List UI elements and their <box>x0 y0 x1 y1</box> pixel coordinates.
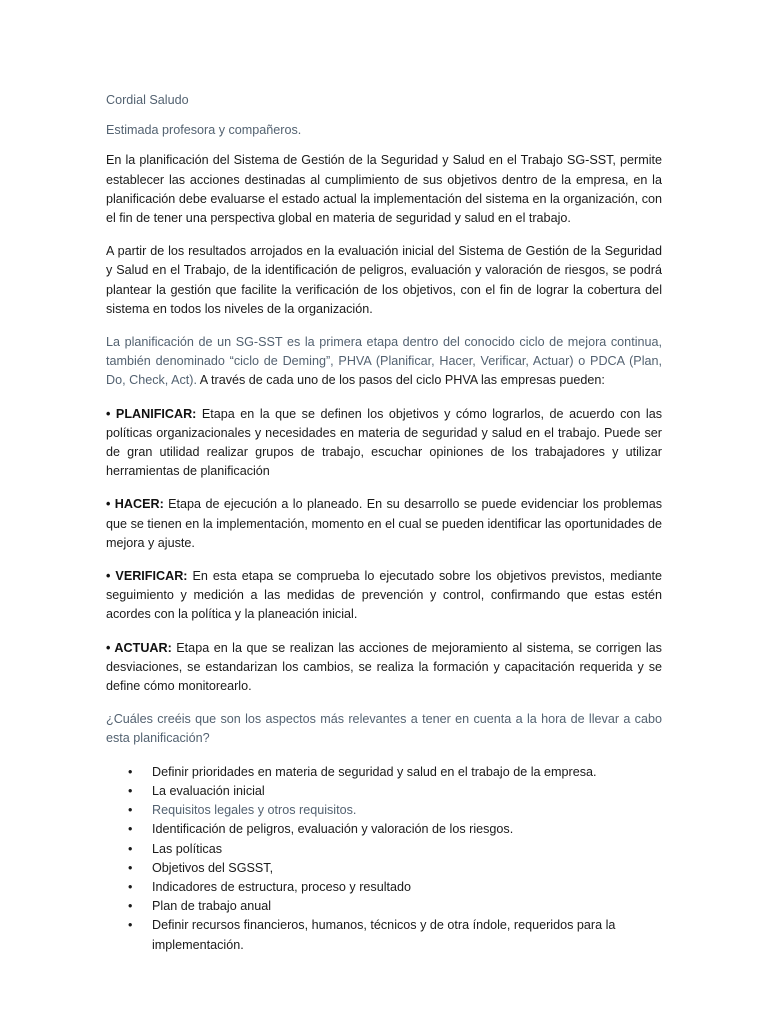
list-item <box>128 897 662 916</box>
list-item <box>128 801 662 820</box>
list-item <box>128 840 662 859</box>
bullet-icon: • <box>128 764 133 779</box>
phase-text: Etapa de ejecución a lo planeado. En su desarrollo se puede evidenciar los problemas que se tienen en la implementación, momento en el cual se pueden identificar las oportunidades de mejora y ajuste. <box>106 497 662 550</box>
phase-label: • ACTUAR: <box>106 640 172 655</box>
list-item-text: Definir recursos financieros, humanos, técnicos y de otra índole, requeridos para la implementación. <box>152 918 616 952</box>
list-item-text: La evaluación inicial <box>152 783 265 798</box>
phase-label: • HACER: <box>106 497 164 512</box>
list-item <box>128 763 662 782</box>
phase-hacer <box>106 495 662 553</box>
list-item <box>128 878 662 897</box>
list-item-text: Identificación de peligros, evaluación y valoración de los riesgos. <box>152 822 514 837</box>
phase-label: • VERIFICAR: <box>106 569 188 584</box>
phase-label: • PLANIFICAR: <box>106 406 197 421</box>
list-item-text: Las políticas <box>152 841 223 856</box>
bullet-icon: • <box>128 841 133 856</box>
list-item-text: Definir prioridades en materia de seguridad y salud en el trabajo de la empresa. <box>152 764 597 779</box>
paragraph-planning-intro: En la planificación del Sistema de Gestión de la Seguridad y Salud en el Trabajo SG-SST, permite establecer las acciones destinadas al cumplimiento de sus objetivos dentro de la empresa, en la planificación debe evaluarse el estado actual la implementación del sistema en la organización, con el fin de tener una perspectiva global en materia de seguridad y salud en el trabajo. <box>106 153 662 226</box>
list-item-text: Indicadores de estructura, proceso y resultado <box>152 879 412 894</box>
greeting: Cordial Saludo <box>106 93 189 107</box>
list-item <box>128 859 662 878</box>
bullet-icon: • <box>128 899 133 914</box>
paragraph-initial-evaluation: A partir de los resultados arrojados en la evaluación inicial del Sistema de Gestión de la Seguridad y Salud en el Trabajo, de la identificación de peligros, evaluación y valoración de riesgos, se podrá plantear la gestión que facilite la verificación de los objetivos, con el fin de lograr la cobertura del sistema en todos los niveles de la organización. <box>106 244 662 316</box>
list-item-text: Requisitos legales y otros requisitos. <box>152 803 357 818</box>
list-item-text: Objetivos del SGSST, <box>152 860 274 875</box>
phase-text: En esta etapa se comprueba lo ejecutado sobre los objetivos previstos, mediante seguimiento y medición a las medidas de prevención y control, confirmando que estas estén acordes con la política y la planeación inicial. <box>106 569 662 622</box>
phase-planificar <box>106 405 662 482</box>
phase-text: Etapa en la que se definen los objetivos y cómo lograrlos, de acuerdo con las políticas organizacionales y necesidades en materia de seguridad y salud en el trabajo. Puede ser de gran utilidad realizar grupos de trabajo, escuchar opiniones de los trabajadores y utilizar herramientas de planificación <box>106 406 663 479</box>
phva-cycle-lead-in: A través de cada uno de los pasos del ciclo PHVA las empresas pueden: <box>197 373 605 388</box>
list-item-text: Plan de trabajo anual <box>152 899 272 914</box>
list-item <box>128 916 662 954</box>
phase-verificar <box>106 567 662 625</box>
phva-cycle-description: La planificación de un SG-SST es la primera etapa dentro del conocido ciclo de mejora continua, también denominado “ciclo de Deming”, PHVA (Planificar, Hacer, Verificar, Actuar) o PDCA (Plan, Do, Check, Act). <box>106 335 662 388</box>
bullet-icon: • <box>128 803 133 818</box>
list-item <box>128 820 662 839</box>
bullet-icon: • <box>128 879 133 894</box>
paragraph-phva-cycle <box>106 333 662 391</box>
bullet-icon: • <box>128 860 133 875</box>
bullet-icon: • <box>128 918 133 933</box>
bullet-icon: • <box>128 822 133 837</box>
bullet-icon: • <box>128 783 133 798</box>
aspects-list <box>106 763 662 955</box>
question-heading: ¿Cuáles creéis que son los aspectos más relevantes a tener en cuenta a la hora de llevar a cabo esta planificación? <box>106 712 662 746</box>
phase-actuar <box>106 639 662 697</box>
list-item <box>128 782 662 801</box>
phase-text: Etapa en la que se realizan las acciones de mejoramiento al sistema, se corrigen las desviaciones, se estandarizan los cambios, se realiza la formación y capacitación requerida y se define cómo monitorearlo. <box>106 640 662 694</box>
salutation: Estimada profesora y compañeros. <box>106 123 302 138</box>
